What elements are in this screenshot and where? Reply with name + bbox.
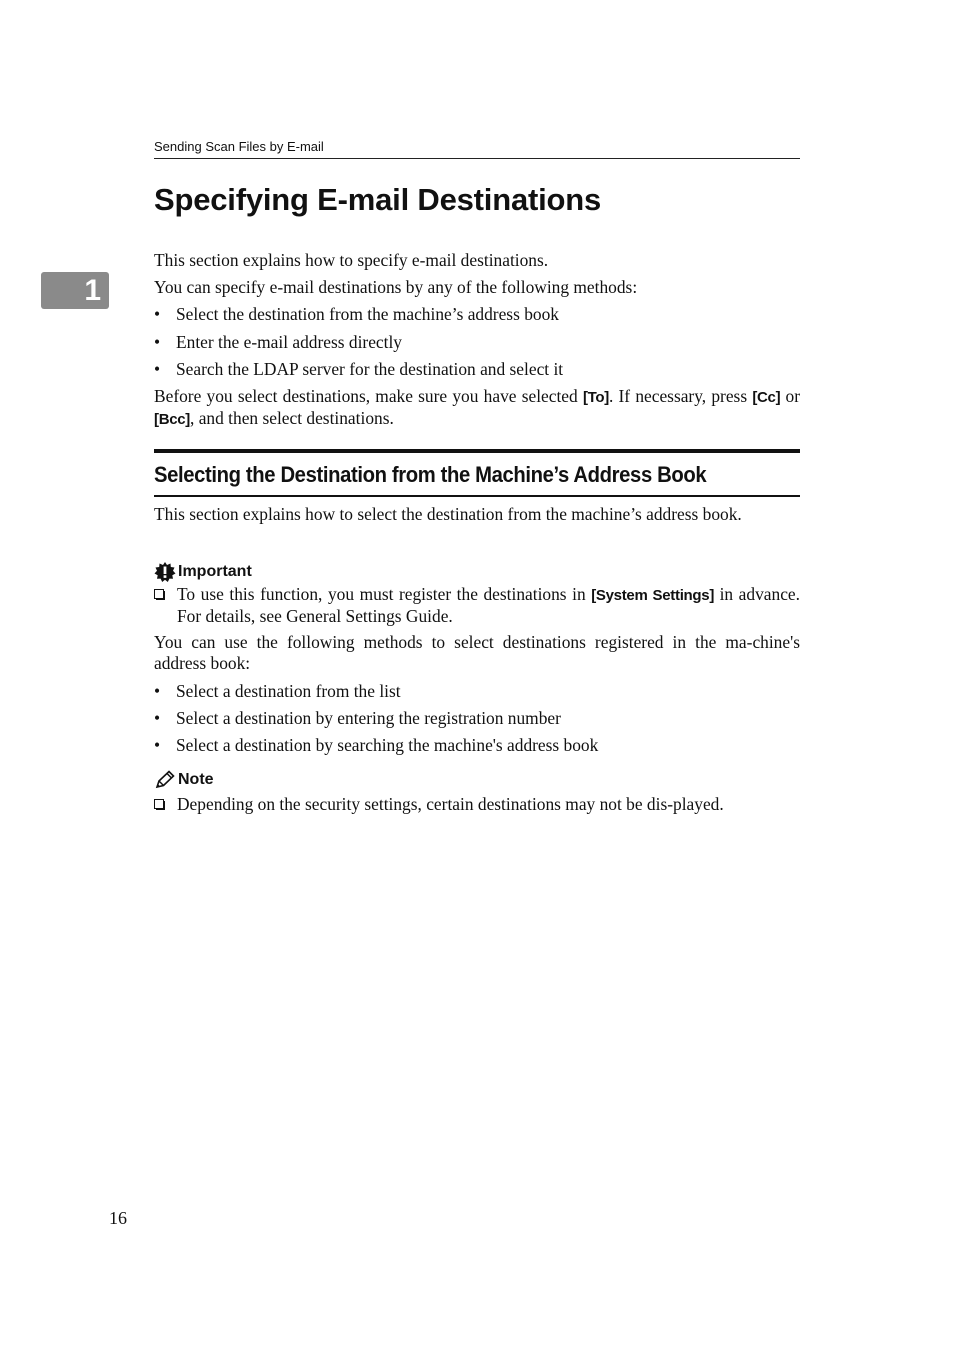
section-paragraph-1: This section explains how to select the destination from the machine’s address book.: [154, 504, 742, 524]
note-heading: Note: [154, 770, 214, 790]
key-to: [To]: [582, 389, 609, 406]
section-heading-rule: [154, 449, 800, 497]
key-system-settings: [System Settings]: [591, 587, 715, 604]
running-head: Sending Scan Files by E-mail: [154, 139, 800, 159]
intro-paragraph-2: You can specify e-mail destinations by any of the following methods:: [154, 277, 638, 297]
bullet-icon: •: [154, 304, 161, 324]
section-heading: Selecting the Destination from the Machine’s Address Book: [154, 462, 707, 487]
chapter-tab: 1: [41, 272, 109, 309]
important-heading: Important: [154, 561, 252, 583]
important-icon: [154, 561, 176, 583]
intro-paragraph-1: This section explains how to specify e-mail destinations.: [154, 250, 549, 270]
checkbox-icon: [154, 799, 165, 810]
bullet-icon: •: [154, 681, 161, 701]
page-title: Specifying E-mail Destinations: [154, 182, 602, 217]
bullet-icon: •: [154, 708, 161, 728]
key-bcc: [Bcc]: [154, 411, 191, 428]
section-paragraph-2: You can use the following methods to select destinations registered in the ma-chine's address book:: [154, 632, 800, 673]
key-cc: [Cc]: [752, 389, 781, 406]
intro-paragraph-3: Before you select destinations, make sure you have selected [To]. If necessary, press [Cc] or [Bcc], and then select destinations.: [154, 386, 800, 428]
bullet-icon: •: [154, 735, 161, 755]
bullet-icon: •: [154, 332, 161, 352]
page-number: 16: [109, 1208, 127, 1228]
checkbox-icon: [154, 589, 165, 600]
bullet-icon: •: [154, 359, 161, 379]
pencil-icon: [154, 770, 176, 790]
